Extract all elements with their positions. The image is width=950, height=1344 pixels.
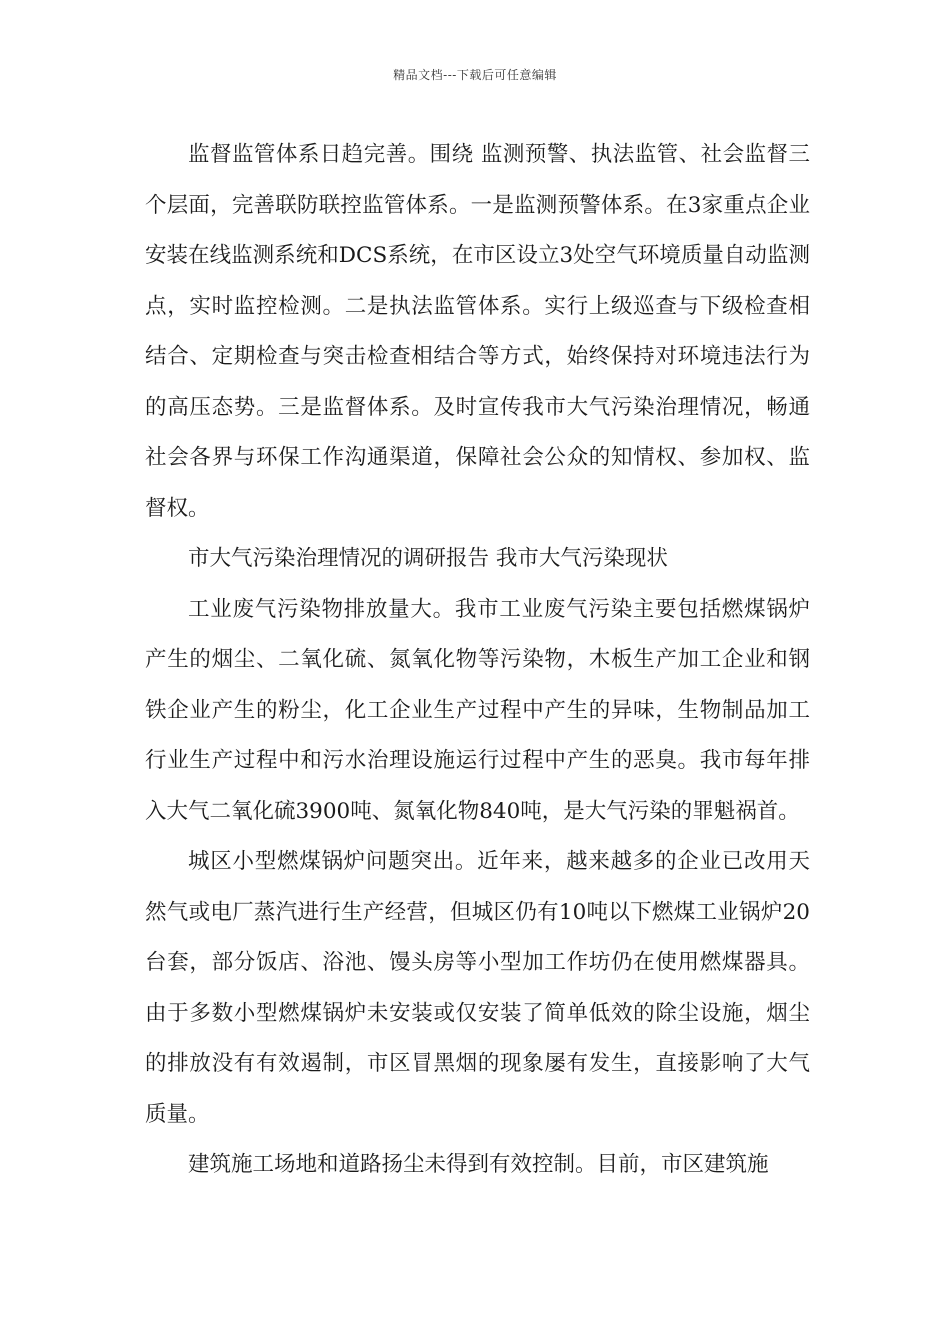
page-header: 精品文档---下载后可任意编辑 [393,68,557,82]
document-body [145,130,810,1191]
paragraph-construction-dust: 建筑施工场地和道路扬尘未得到有效控制。目前，市区建筑施 [188,1152,769,1177]
section-heading: 市大气污染治理情况的调研报告 我市大气污染现状 [188,546,668,571]
paragraph-supervision-system: 监督监管体系日趋完善。围绕 监测预警、执法监管、社会监督三个层面，完善联防联控监管体系。一是监测预警体系。在3家重点企业安装在线监测系统和DCS系统，在市区设立3处空气环境质量自动监测点，实时监控检测。二是执法监管体系。实行上级巡查与下级检查相结合、定期检查与突击检查相结合等方式，始终保持对环境违法行为的高压态势。三是监督体系。及时宣传我市大气污染治理情况，畅通社会各界与环保工作沟通渠道，保障社会公众的知情权、参加权、监督权。 [145,142,810,521]
paragraph-small-boilers: 城区小型燃煤锅炉问题突出。近年来，越来越多的企业已改用天然气或电厂蒸汽进行生产经营，但城区仍有10吨以下燃煤工业锅炉20台套，部分饭店、浴池、馒头房等小型加工作坊仍在使用燃煤器具。由于多数小型燃煤锅炉未安装或仅安装了简单低效的除尘设施，烟尘的排放没有有效遏制，市区冒黑烟的现象屡有发生，直接影响了大气质量。 [145,849,810,1127]
paragraph-industrial-emissions: 工业废气污染物排放量大。我市工业废气污染主要包括燃煤锅炉产生的烟尘、二氧化硫、氮氧化物等污染物，木板生产加工企业和钢铁企业产生的粉尘，化工企业生产过程中产生的异味，生物制品加工行业生产过程中和污水治理设施运行过程中产生的恶臭。我市每年排入大气二氧化硫3900吨、氮氧化物840吨，是大气污染的罪魁祸首。 [145,596,810,824]
